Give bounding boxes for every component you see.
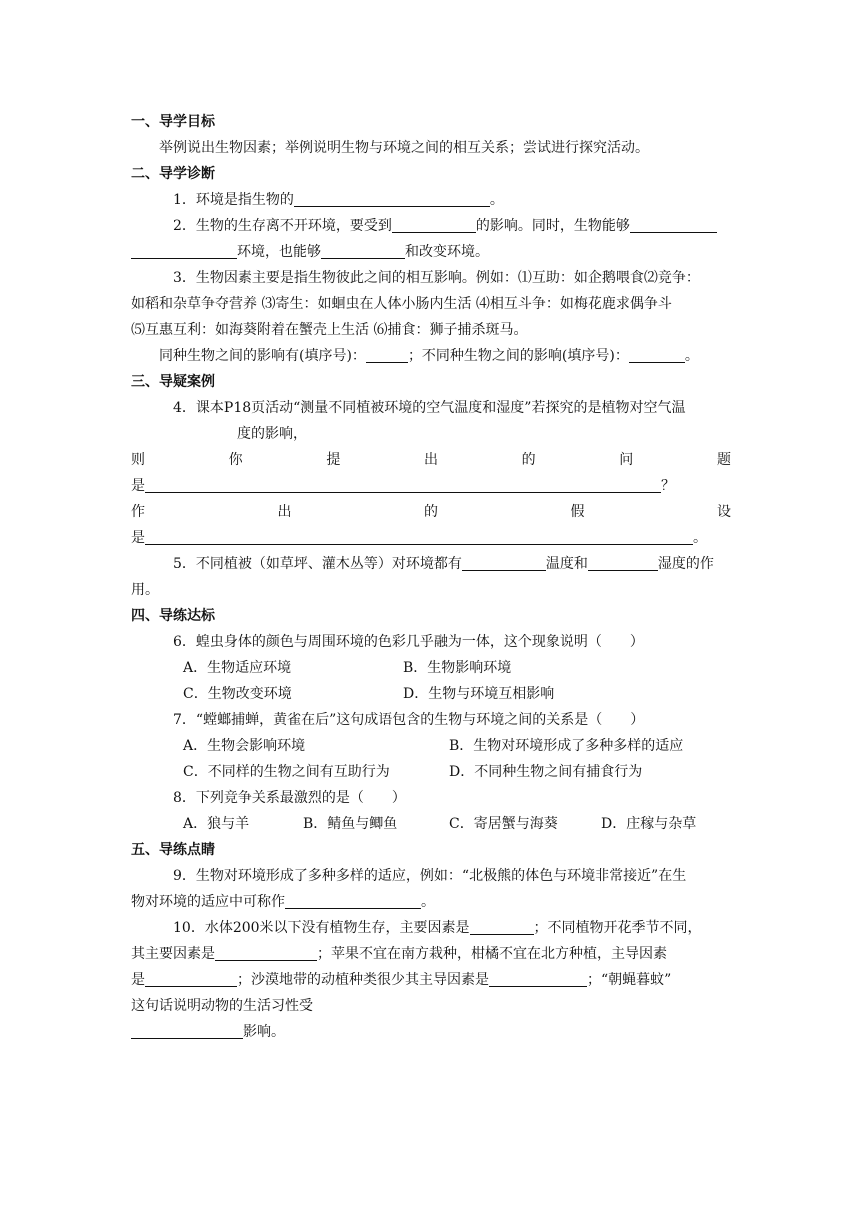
- question-9-line-2: [131, 889, 731, 915]
- question-4-line-6: [131, 525, 731, 551]
- q1-end: 。: [489, 192, 504, 208]
- question-8: 8．下列竞争关系最激烈的是（ ）: [173, 790, 406, 806]
- q2-text-4: 和改变环境。: [405, 244, 489, 260]
- q4-hypothesis-blank[interactable]: [145, 528, 693, 545]
- q4-question-mark: ？: [661, 478, 675, 494]
- q4-char: 作: [131, 504, 145, 520]
- q10-text-2: ；不同植物开花季节不同，: [533, 920, 702, 936]
- q10-text-4: ；苹果不宜在南方栽种，柑橘不宜在北方种植，主导因素: [317, 946, 667, 962]
- section-heading-2: 二、导学诊断: [131, 166, 215, 182]
- q6-option-b[interactable]: B．生物影响环境: [403, 660, 512, 676]
- q10-text-6: ；沙漠地带的动植种类很少其主导因素是: [237, 972, 489, 988]
- q2-text: 2．生物的生存离不开环境，要受到: [173, 218, 392, 234]
- q4-end: 。: [693, 530, 707, 546]
- q9-text: 物对环境的适应中可称作: [131, 894, 285, 910]
- question-3-line-1: 3．生物因素主要是指生物彼此之间的相互影响。例如：⑴互助：如企鹅喂食⑵竞争：: [173, 270, 700, 286]
- q9-blank[interactable]: [285, 892, 421, 909]
- question-4-line-2: 度的影响，: [237, 426, 307, 442]
- question-3-line-4: [131, 343, 731, 369]
- question-6: 6．蝗虫身体的颜色与周围环境的色彩几乎融为一体，这个现象说明（ ）: [173, 634, 644, 650]
- q4-char: 假: [570, 504, 585, 520]
- question-4-line-1: 4．课本P18页活动“测量不同植被环境的空气温度和湿度”若探究的是植物对空气温: [173, 400, 686, 416]
- q4-char: 设: [717, 504, 731, 520]
- question-9-line-1: 9．生物对环境形成了多种多样的适应，例如：“北极熊的体色与环境非常接近”在生: [173, 868, 687, 884]
- q4-char: 出: [277, 504, 292, 520]
- learning-goal: 举例说出生物因素；举例说明生物与环境之间的相互关系；尝试进行探究活动。: [159, 140, 649, 156]
- q6-option-a[interactable]: A．生物适应环境: [183, 660, 292, 676]
- q4-question-blank[interactable]: [145, 476, 661, 493]
- q5-blank-2[interactable]: [588, 554, 658, 571]
- question-5-cont: 用。: [131, 582, 159, 598]
- q3-end: 。: [684, 348, 699, 364]
- q10-blank-2[interactable]: [215, 944, 317, 961]
- q10-blank-1[interactable]: [470, 918, 534, 935]
- q3-blank-1[interactable]: [366, 346, 408, 363]
- q5-text-2: 温度和: [545, 556, 588, 572]
- q3-same-species-label: 同种生物之间的影响有(填序号)：: [159, 348, 366, 364]
- worksheet: [131, 109, 731, 1045]
- q6-options-row-2: [131, 681, 731, 707]
- question-1: [131, 187, 731, 213]
- q4-text: 是: [131, 478, 145, 494]
- q4-char: 则: [131, 452, 145, 468]
- question-10-line-1: [131, 915, 731, 941]
- q10-blank-3[interactable]: [145, 970, 237, 987]
- section-heading-1: 一、导学目标: [131, 114, 215, 130]
- question-3-line-3: ⑸互惠互利：如海葵附着在蟹壳上生活 ⑹捕食：狮子捕杀斑马。: [131, 322, 528, 338]
- q2-blank-3[interactable]: [131, 242, 237, 259]
- q9-end: 。: [421, 894, 435, 910]
- q2-blank-2[interactable]: [630, 216, 717, 233]
- q7-option-d[interactable]: D．不同种生物之间有捕食行为: [449, 764, 643, 780]
- q4-char: 题: [716, 452, 731, 468]
- q7-option-b[interactable]: B．生物对环境形成了多种多样的适应: [449, 738, 684, 754]
- section-heading-4: 四、导练达标: [131, 608, 215, 624]
- q10-end: 影响。: [243, 1024, 285, 1040]
- q4-char: 你: [228, 452, 243, 468]
- q1-text: 1．环境是指生物的: [173, 192, 294, 208]
- q10-text-5: 是: [131, 972, 145, 988]
- question-2-cont: [131, 239, 731, 265]
- q4-char: 的: [521, 452, 536, 468]
- q3-diff-species-label: ；不同种生物之间的影响(填序号)：: [407, 348, 629, 364]
- q8-options-row: [131, 811, 731, 837]
- q8-option-a[interactable]: A．狼与羊: [183, 816, 250, 832]
- q5-text: 5．不同植被（如草坪、灌木丛等）对环境都有: [173, 556, 462, 572]
- question-10-line-2: [131, 941, 731, 967]
- q4-char: 出: [423, 452, 438, 468]
- question-4-line-3: [131, 447, 731, 473]
- q5-text-3: 湿度的作: [657, 556, 714, 572]
- q7-options-row-1: [131, 733, 731, 759]
- q4-text: 是: [131, 530, 145, 546]
- q8-option-b[interactable]: B．鲭鱼与鲫鱼: [303, 816, 398, 832]
- question-10-line-5: [131, 1019, 731, 1045]
- q1-blank[interactable]: [294, 190, 490, 207]
- q2-text-2: 的影响。同时，生物能够: [475, 218, 630, 234]
- question-2: [131, 213, 731, 239]
- q7-option-c[interactable]: C．不同样的生物之间有互助行为: [183, 764, 390, 780]
- q2-text-3: 环境，也能够: [237, 244, 321, 260]
- q8-option-d[interactable]: D．庄稼与杂草: [601, 816, 697, 832]
- section-heading-5: 五、导练点睛: [131, 842, 215, 858]
- q2-blank-1[interactable]: [392, 216, 476, 233]
- question-4-line-4: [131, 473, 731, 499]
- q7-option-a[interactable]: A．生物会影响环境: [183, 738, 306, 754]
- question-10-line-4: 这句话说明动物的生活习性受: [131, 998, 313, 1014]
- q10-blank-5[interactable]: [131, 1022, 243, 1039]
- q5-blank-1[interactable]: [462, 554, 546, 571]
- question-4-line-5: [131, 499, 731, 525]
- q10-text-3: 其主要因素是: [131, 946, 215, 962]
- q3-blank-2[interactable]: [629, 346, 685, 363]
- q2-blank-4[interactable]: [321, 242, 405, 259]
- q4-char: 提: [326, 452, 341, 468]
- question-5: [131, 551, 731, 577]
- q6-option-c[interactable]: C．生物改变环境: [183, 686, 292, 702]
- q4-char: 问: [619, 452, 634, 468]
- question-10-line-3: [131, 967, 731, 993]
- q7-options-row-2: [131, 759, 731, 785]
- question-3-line-2: 如稻和杂草争夺营养 ⑶寄生：如蛔虫在人体小肠内生活 ⑷相互斗争：如梅花鹿求偶争斗: [131, 296, 672, 312]
- q6-options-row-1: [131, 655, 731, 681]
- section-heading-3: 三、导疑案例: [131, 374, 215, 390]
- q6-option-d[interactable]: D．生物与环境互相影响: [403, 686, 555, 702]
- question-7: 7．“螳螂捕蝉，黄雀在后”这句成语包含的生物与环境之间的关系是（ ）: [173, 712, 645, 728]
- q10-text-7: ；“朝蝇暮蚊”: [587, 972, 672, 988]
- q10-blank-4[interactable]: [489, 970, 587, 987]
- q8-option-c[interactable]: C．寄居蟹与海葵: [449, 816, 558, 832]
- q4-char: 的: [424, 504, 438, 520]
- q10-text: 10．水体200米以下没有植物生存，主要因素是: [173, 920, 470, 936]
